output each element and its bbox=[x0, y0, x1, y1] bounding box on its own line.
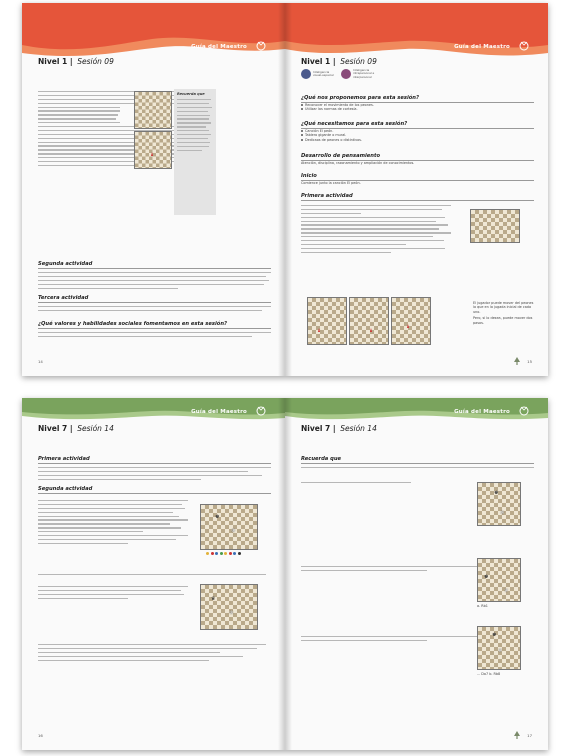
reminder-box bbox=[174, 89, 216, 215]
chess-board bbox=[349, 297, 389, 345]
level-title: Nivel 1 | Sesión 09 bbox=[38, 57, 114, 66]
chess-board bbox=[200, 584, 258, 630]
section-heading: Primera actividad bbox=[301, 193, 534, 201]
page-number: 17 bbox=[527, 733, 532, 738]
level-title: Nivel 1 | Sesión 09 bbox=[301, 57, 377, 66]
guide-label: Guía del Maestro bbox=[454, 44, 510, 50]
level-title: Nivel 7 | Sesión 14 bbox=[38, 424, 114, 433]
publisher-logo-icon bbox=[512, 730, 522, 740]
chess-piece: ♔ bbox=[229, 610, 234, 616]
section-heading: ¿Qué necesitamos para esta sesión? bbox=[301, 121, 534, 129]
chess-piece: ♚ bbox=[484, 574, 489, 580]
paragraph: Atención, disciplina, razonamiento y ampliación de conocimientos. bbox=[301, 161, 415, 165]
chess-board bbox=[391, 297, 431, 345]
publisher-logo-icon bbox=[512, 356, 522, 366]
page-number: 16 bbox=[38, 733, 43, 738]
section-materiales bbox=[301, 121, 534, 142]
chess-piece: ♔ bbox=[231, 528, 236, 534]
section-segunda bbox=[38, 486, 271, 494]
intelligence-inter: Inteligencia intrapersonal e interpersonal bbox=[341, 69, 375, 79]
page-right-bottom bbox=[285, 398, 548, 750]
body-text-block bbox=[301, 205, 451, 256]
section-heading: Desarrollo de pensamiento bbox=[301, 153, 534, 161]
chess-piece: ♔ bbox=[500, 510, 505, 516]
move-arrow bbox=[370, 328, 372, 332]
list-item: Tablero gigante o mural. bbox=[301, 133, 534, 137]
section-valores bbox=[38, 321, 271, 340]
bottom-spread bbox=[22, 398, 548, 750]
chess-piece: ♚ bbox=[492, 632, 497, 638]
logo-icon bbox=[518, 41, 530, 51]
section-heading: ¿Qué valores y habilidades sociales fomentamos en esta sesión? bbox=[38, 321, 271, 329]
body-text-block bbox=[38, 500, 188, 547]
chess-board bbox=[134, 131, 172, 169]
chess-board bbox=[470, 209, 520, 243]
section-inicio bbox=[301, 173, 534, 185]
section-segunda bbox=[38, 261, 271, 291]
body-text-block bbox=[38, 574, 266, 578]
chess-piece: ♕ bbox=[504, 588, 509, 594]
chess-piece: ♚ bbox=[215, 514, 220, 520]
chess-board bbox=[477, 482, 521, 526]
top-spread bbox=[22, 3, 548, 376]
section-heading: Inicio bbox=[301, 173, 534, 181]
section-tercera bbox=[38, 295, 271, 314]
answer-text: ... Da7 b. Rb8 bbox=[477, 672, 501, 676]
list-item: Utilizar las normas de cortesía. bbox=[301, 107, 534, 111]
logo-icon bbox=[518, 406, 530, 416]
level-title: Nivel 7 | Sesión 14 bbox=[301, 424, 377, 433]
chess-piece: ♛ bbox=[211, 596, 216, 602]
guide-label: Guía del Maestro bbox=[191, 409, 247, 415]
move-arrow bbox=[318, 328, 320, 332]
chess-board bbox=[134, 91, 172, 129]
chess-piece: ♚ bbox=[494, 490, 499, 496]
guide-label: Guía del Maestro bbox=[191, 44, 247, 50]
section-primera bbox=[38, 456, 271, 483]
section-desarrollo bbox=[301, 153, 534, 165]
chess-board bbox=[200, 504, 258, 550]
body-text-block bbox=[38, 644, 266, 663]
body-text-block bbox=[38, 586, 188, 602]
section-objetivos bbox=[301, 95, 534, 112]
page-left-top bbox=[22, 3, 285, 376]
brain-icon bbox=[301, 69, 311, 79]
intelligence-visual: Inteligencia visual-espacial bbox=[301, 69, 335, 79]
answer-text: a. Rb1 bbox=[477, 604, 488, 608]
people-icon bbox=[341, 69, 351, 79]
logo-icon bbox=[255, 406, 267, 416]
page-left-bottom bbox=[22, 398, 285, 750]
body-text-block bbox=[301, 636, 481, 644]
section-recuerda bbox=[301, 456, 534, 471]
section-heading: Tercera actividad bbox=[38, 295, 271, 303]
logo-icon bbox=[255, 41, 267, 51]
section-primera bbox=[301, 193, 534, 201]
move-arrow bbox=[151, 152, 153, 156]
side-note: El jugador puede mover del peones lo que en la jugada inicial de cada uno. Pero, si lo desea, puede mover dos pasos. bbox=[473, 301, 534, 325]
section-heading: Segunda actividad bbox=[38, 486, 271, 494]
section-heading: Segunda actividad bbox=[38, 261, 271, 269]
list-item: Reconocer el movimiento de los peones. bbox=[301, 103, 534, 107]
section-heading: ¿Qué nos proponemos para esta sesión? bbox=[301, 95, 534, 103]
intelligence-icons bbox=[301, 69, 375, 79]
section-heading: Primera actividad bbox=[38, 456, 271, 464]
page-number: 14 bbox=[38, 359, 43, 364]
color-tokens bbox=[206, 552, 241, 555]
page-number: 15 bbox=[527, 359, 532, 364]
chess-board bbox=[307, 297, 347, 345]
reminder-caption: Recuerda que bbox=[177, 92, 205, 96]
move-arrow bbox=[407, 324, 409, 328]
chess-board bbox=[477, 558, 521, 602]
list-item: Canción El peón. bbox=[301, 129, 534, 133]
list-item: Dedicaos de peones o distintivos. bbox=[301, 138, 534, 142]
paragraph: Comience junto la canción El peón. bbox=[301, 181, 361, 185]
chess-piece: ♕ bbox=[498, 648, 503, 654]
page-right-top bbox=[285, 3, 548, 376]
section-heading: Recuerda que bbox=[301, 456, 534, 464]
body-text-block bbox=[301, 566, 481, 574]
chess-board bbox=[477, 626, 521, 670]
guide-label: Guía del Maestro bbox=[454, 409, 510, 415]
body-text-block bbox=[301, 482, 411, 486]
